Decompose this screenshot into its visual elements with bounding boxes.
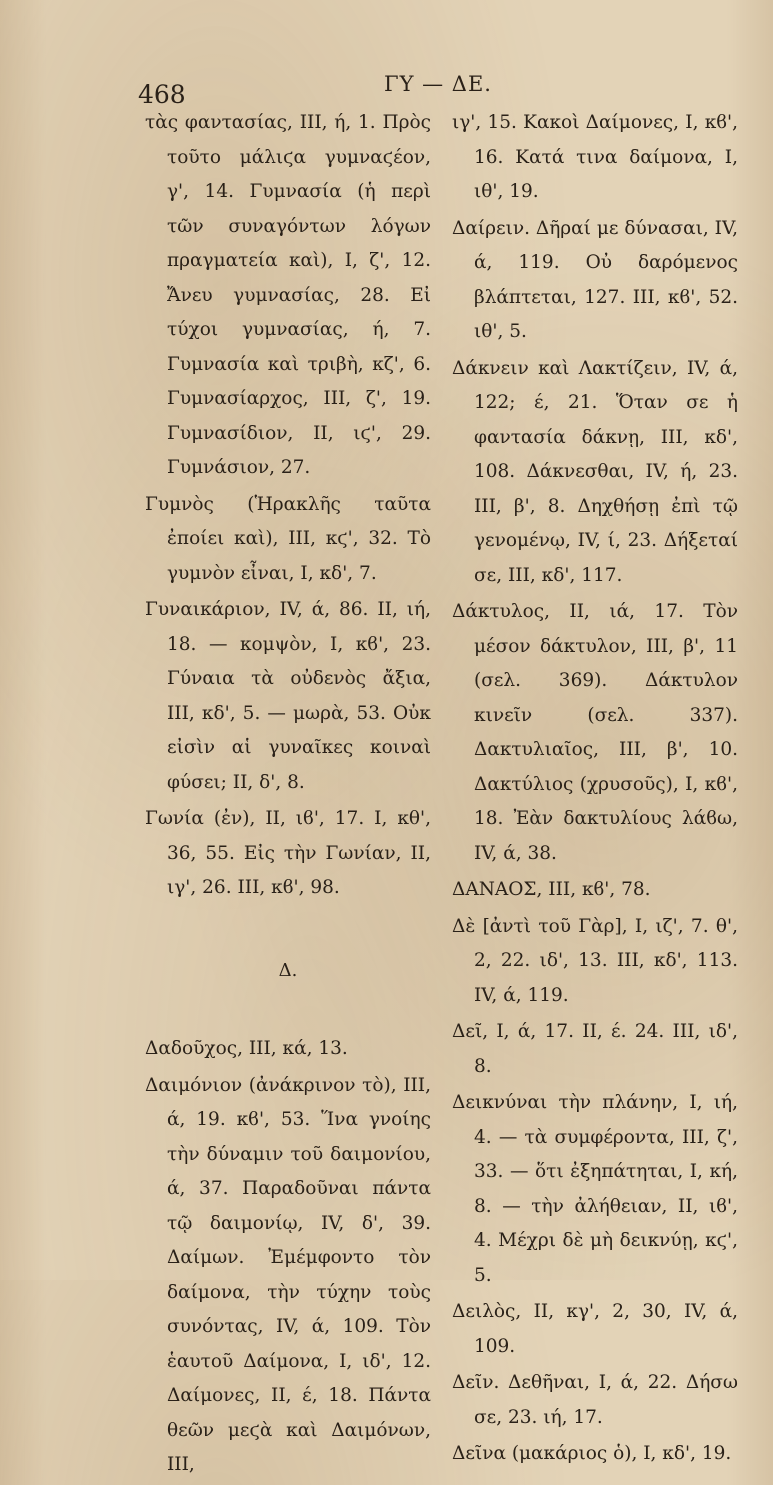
section-heading: Δ. bbox=[278, 959, 298, 981]
index-entry: Γυναικάριον, IV, ά, 86. II, ιή, 18. — κομψὸν, I, κϐ', 23. Γύναια τὰ οὐδενὸς ἄξια, III, κδ', 5. — μωρὰ, 53. Οὐκ εἰσὶν αἱ γυναῖκες κοιναὶ φύσει; II, δ', 8. bbox=[145, 599, 431, 793]
index-entry: Δειλὸς, II, κγ', 2, 30, IV, ά, 109. bbox=[452, 1301, 738, 1357]
index-entry: Γωνία (ἐν), II, ιϐ', 17. I, κθ', 36, 55. Εἰς τὴν Γωνίαν, II, ιγ', 26. III, κϐ', 98. bbox=[145, 808, 431, 898]
page-number: 468 bbox=[138, 80, 186, 109]
index-entry: Δάκνειν καὶ Λακτίζειν, IV, ά, 122; έ, 21. Ὅταν σε ἡ φαντασία δάκνῃ, III, κδ', 108. Δάκνεσθαι, IV, ή, 23. III, β', 8. Δηχθήσῃ ἐπὶ τῷ γενομένῳ, IV, ί, 23. Δήξεταί σε, III, κδ', 117. bbox=[452, 357, 738, 586]
right-column bbox=[452, 106, 738, 1474]
index-entry: Δὲ [ἀντὶ τοῦ Γὰρ], I, ιζ', 7. θ', 2, 22. ιδ', 13. III, κδ', 113. IV, ά, 119. bbox=[452, 915, 738, 1006]
left-column bbox=[145, 106, 431, 1485]
index-entry: Δαιμόνιον (ἀνάκρινον τὸ), III, ά, 19. κϐ', 53. Ἵνα γνοίης τὴν δύναμιν τοῦ δαιμονίου, ά, 37. Παραδοῦναι πάντα τῷ δαιμονίῳ, IV, δ', 39. Δαίμων. Ἐμέμφοντο τὸν δαίμονα, τὴν τύχην τοὺς συνόντας, IV, ά, 109. Τὸν ἑαυτοῦ Δαίμονα, I, ιδ', 12. Δαίμονες, II, έ, 18. Πάντα θεῶν μεϛὰ καὶ Δαιμόνων, III, bbox=[145, 1074, 431, 1475]
index-entry: Δεικνύναι τὴν πλάνην, I, ιή, 4. — τὰ συμφέροντα, III, ζ', 33. — ὅτι ἐξηπάτηται, I, κή, 8. — τὴν ἀλήθειαν, II, ιϐ', 4. Μέχρι δὲ μὴ δεικνύῃ, κϛ', 5. bbox=[452, 1092, 738, 1286]
index-entry: Δεῖνα (μακάριος ὁ), I, κδ', 19. bbox=[452, 1443, 732, 1464]
index-entry: τὰς φαντασίας, III, ή, 1. Πρὸς τοῦτο μάλιϛα γυμναϛέον, γ', 14. Γυμνασία (ἡ περὶ τῶν συναγόντων λόγων πραγματεία καὶ), I, ζ', 12. Ἄνευ γυμνασίας, 28. Εἰ τύχοι γυμνασίας, ή, 7. Γυμνασία καὶ τριβὴ, κζ', 6. Γυμνασίαρχος, III, ζ', 19. Γυμνασίδιον, II, ιϛ', 29. Γυμνάσιον, 27. bbox=[145, 112, 431, 478]
index-entry: ΔΑΝΑΟΣ, III, κϐ', 78. bbox=[452, 879, 651, 900]
index-entry: Δαίρειν. Δῆραί με δύνασαι, IV, ά, 119. Οὐ δαρόμενος βλάπτεται, 127. III, κϐ', 52. ιθ', 5. bbox=[452, 217, 738, 342]
index-entry: Γυμνὸς (Ἡρακλῆς ταῦτα ἐποίει καὶ), III, κϛ', 32. Τὸ γυμνὸν εἶναι, I, κδ', 7. bbox=[145, 493, 431, 584]
index-entry: Δαδοῦχος, III, κά, 13. bbox=[145, 1038, 348, 1059]
index-entry: Δεῖν. Δεθῆναι, I, ά, 22. Δήσω σε, 23. ιή, 17. bbox=[452, 1372, 738, 1428]
index-entry: ιγ', 15. Κακοὶ Δαίμονες, I, κϐ', 16. Κατά τινα δαίμονα, I, ιθ', 19. bbox=[452, 112, 738, 202]
index-entry: Δεῖ, I, ά, 17. II, έ. 24. III, ιδ', 8. bbox=[452, 1021, 738, 1077]
running-head: ΓΥ — ΔΕ. bbox=[384, 72, 492, 96]
index-entry: Δάκτυλος, II, ιά, 17. Τὸν μέσον δάκτυλον, III, β', 11 (σελ. 369). Δάκτυλον κινεῖν (σελ. 337). Δακτυλιαῖος, III, β', 10. Δακτύλιος (χρυσοῦς), I, κϐ', 18. Ἐὰν δακτυλίους λάϐω, IV, ά, 38. bbox=[452, 601, 738, 864]
